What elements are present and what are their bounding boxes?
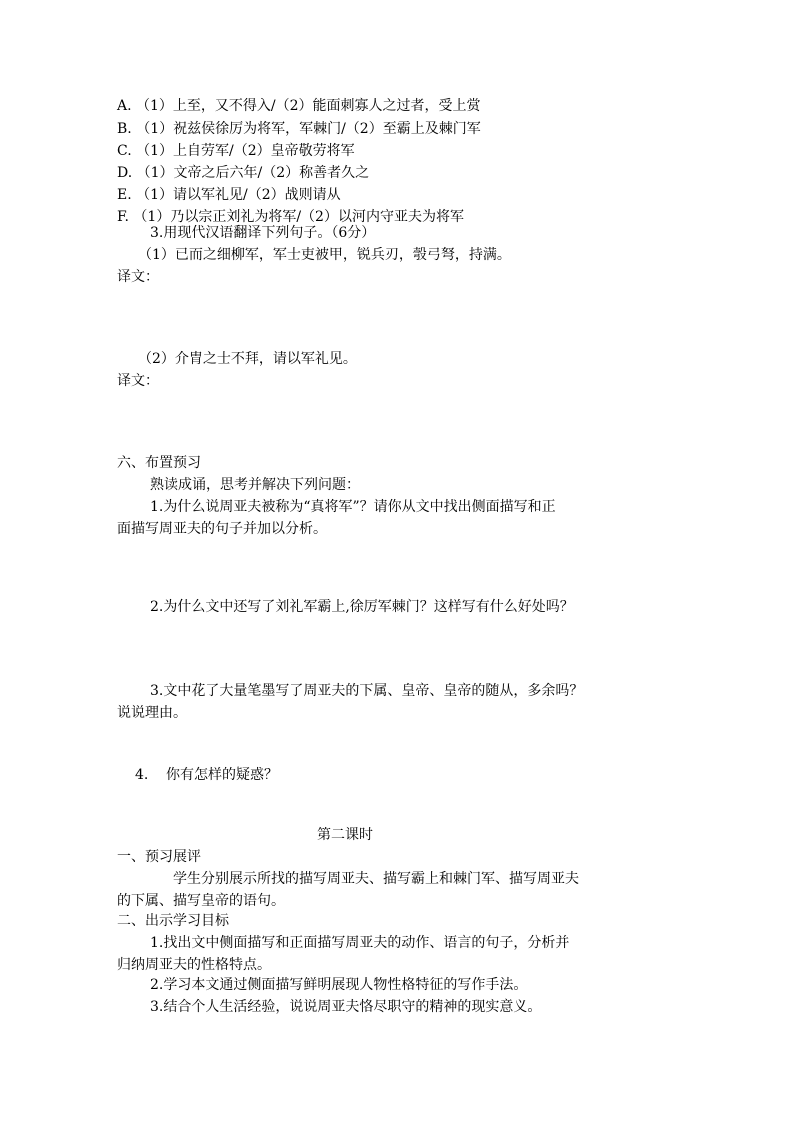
- preview-question-3-line-1: 3.文中花了大量笔墨写了周亚夫的下属、皇帝、皇帝的随从，多余吗？: [150, 683, 584, 699]
- preview-question-4-text: 你有怎样的疑惑？: [166, 767, 278, 783]
- lesson-2-section-1-line-1: 学生分别展示所找的描写周亚夫、描写霸上和棘门军、描写周亚夫: [173, 871, 579, 887]
- goal-2: 2.学习本文通过侧面描写鲜明展现人物性格特征的写作手法。: [150, 977, 528, 993]
- preview-question-3-line-2: 说说理由。: [117, 705, 187, 721]
- lesson-2-title: 第二课时: [317, 827, 373, 843]
- section-6-heading: 六、布置预习: [117, 455, 201, 471]
- goal-1-line-2: 归纳周亚夫的性格特点。: [117, 957, 271, 973]
- option-d: D. （1）文帝之后六年/（2）称善者久之: [117, 165, 370, 181]
- preview-question-1-line-2: 面描写周亚夫的句子并加以分析。: [117, 521, 327, 537]
- question-3-title: 3.用现代汉语翻译下列句子。（6分）: [150, 225, 376, 241]
- lesson-2-section-1: 一、预习展评: [117, 849, 201, 865]
- goal-1-line-1: 1.找出文中侧面描写和正面描写周亚夫的动作、语言的句子，分析并: [150, 935, 570, 951]
- preview-question-1-line-1: 1.为什么说周亚夫被称为“真将军”？请你从文中找出侧面描写和正: [150, 499, 556, 515]
- translation-label-2: 译文：: [117, 373, 159, 389]
- sentence-2: （2）介胄之士不拜，请以军礼见。: [138, 351, 357, 367]
- preview-intro: 熟读成诵，思考并解决下列问题：: [150, 477, 360, 493]
- lesson-2-section-1-line-2: 的下属、描写皇帝的语句。: [117, 893, 285, 909]
- translation-label-1: 译文：: [117, 269, 159, 285]
- option-b: B. （1）祝兹侯徐厉为将军，军棘门/（2）至霸上及棘门军: [117, 121, 481, 137]
- goal-3: 3.结合个人生活经验，说说周亚夫恪尽职守的精神的现实意义。: [150, 999, 542, 1015]
- preview-question-2: 2.为什么文中还写了刘礼军霸上,徐厉军棘门？这样写有什么好处吗？: [150, 599, 574, 615]
- preview-question-4-number: 4.: [135, 767, 149, 783]
- option-f: F. （1）乃以宗正刘礼为将军/（2）以河内守亚夫为将军: [117, 209, 464, 225]
- lesson-2-section-2: 二、出示学习目标: [117, 913, 229, 929]
- sentence-1: （1）已而之细柳军，军士吏被甲，锐兵刃，彀弓弩，持满。: [138, 247, 511, 263]
- option-a: A. （1）上至，又不得入/（2）能面刺寡人之过者，受上赏: [117, 98, 481, 114]
- option-e: E. （1）请以军礼见/（2）战则请从: [117, 187, 341, 203]
- option-c: C. （1）上自劳军/（2）皇帝敬劳将军: [117, 143, 355, 159]
